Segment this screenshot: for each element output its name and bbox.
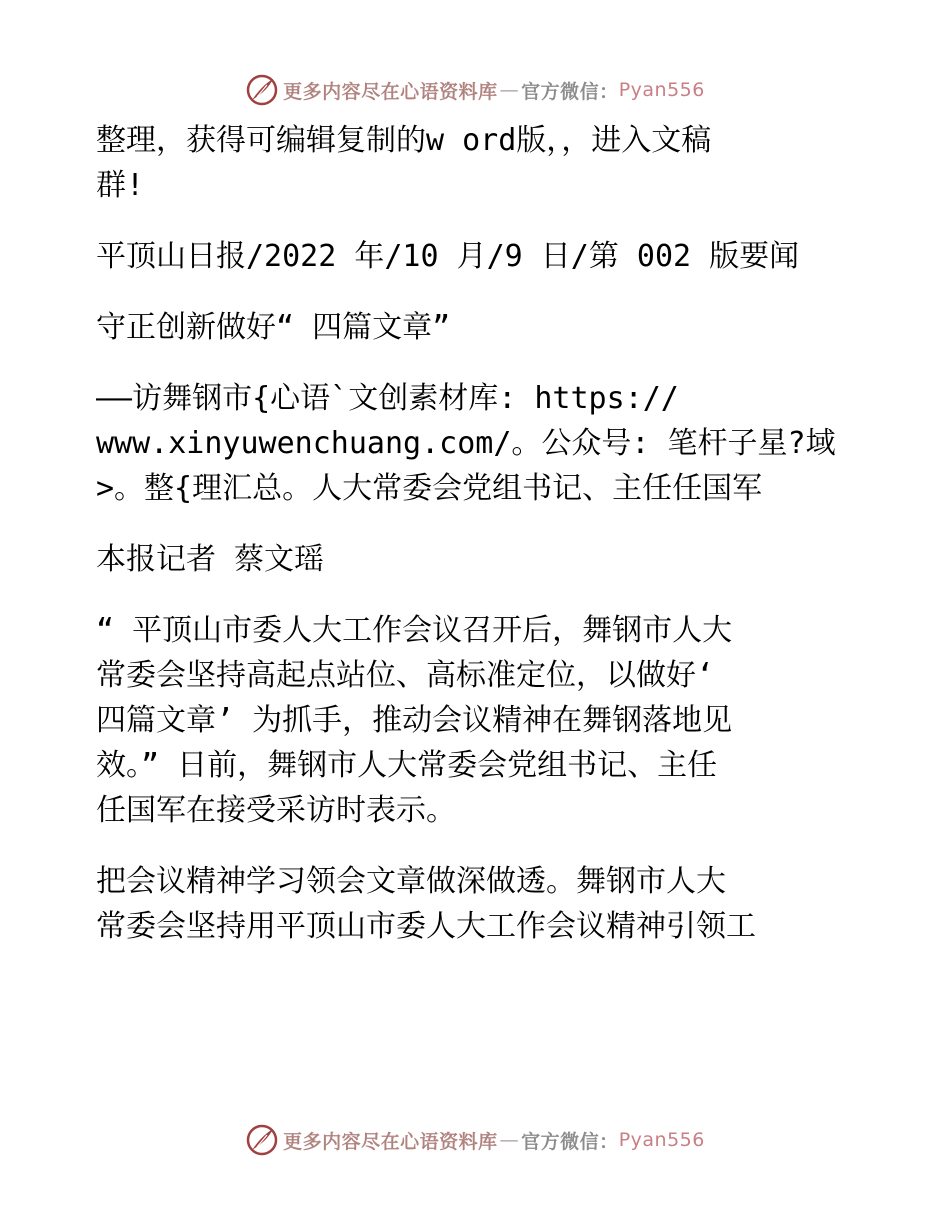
text-line: 守正创新做好“ 四篇文章” bbox=[96, 310, 451, 345]
paragraph-body-1 bbox=[96, 608, 856, 833]
banner-text: 更多内容尽在心语资料库 bbox=[283, 80, 498, 103]
banner-official-label: 官方微信： bbox=[521, 1130, 619, 1153]
banner-official-label: 官方微信： bbox=[521, 80, 619, 103]
text-line: 整理，获得可编辑复制的w ord版，，进入文稿 bbox=[96, 123, 712, 158]
paragraph-source bbox=[96, 234, 856, 279]
header-banner bbox=[0, 70, 950, 110]
text-line: 群! bbox=[96, 168, 145, 203]
text-line: >。整{理汇总。人大常委会党组书记、主任任国军 bbox=[96, 471, 763, 506]
banner-text: 更多内容尽在心语资料库 bbox=[283, 1130, 498, 1153]
banner-wechat-id: Pyan556 bbox=[618, 79, 705, 101]
banner-wechat-id: Pyan556 bbox=[618, 1129, 705, 1151]
text-line: 常委会坚持高起点站位、高标准定位，以做好‘ bbox=[96, 658, 715, 693]
text-line: “ 平顶山市委人大工作会议召开后，舞钢市人大 bbox=[96, 613, 733, 648]
text-line: 把会议精神学习领会文章做深做透。舞钢市人大 bbox=[96, 864, 726, 899]
quill-logo-icon bbox=[245, 1123, 279, 1157]
article-subtitle bbox=[96, 376, 856, 511]
article-byline bbox=[96, 537, 856, 582]
paragraph-body-2 bbox=[96, 859, 856, 949]
text-line: ——访舞钢市{心语`文创素材库: https:// bbox=[96, 381, 679, 416]
text-line: 本报记者 蔡文瑶 bbox=[96, 542, 325, 577]
text-line: www.xinyuwenchuang.com/。公众号: 笔杆子星?域 bbox=[96, 426, 836, 461]
text-line: 平顶山日报/2022 年/10 月/9 日/第 002 版要闻 bbox=[96, 239, 800, 274]
banner-separator: — bbox=[499, 79, 520, 101]
article-title bbox=[96, 305, 856, 350]
text-line: 效。” 日前，舞钢市人大常委会党组书记、主任 bbox=[96, 748, 718, 783]
text-line: 四篇文章’ 为抓手，推动会议精神在舞钢落地见 bbox=[96, 703, 733, 738]
document-body bbox=[96, 118, 856, 949]
quill-logo-icon bbox=[245, 73, 279, 107]
paragraph-intro bbox=[96, 118, 856, 208]
banner-separator: — bbox=[499, 1129, 520, 1151]
text-line: 常委会坚持用平顶山市委人大工作会议精神引领工 bbox=[96, 909, 756, 944]
footer-banner bbox=[0, 1120, 950, 1160]
text-line: 任国军在接受采访时表示。 bbox=[96, 793, 456, 828]
